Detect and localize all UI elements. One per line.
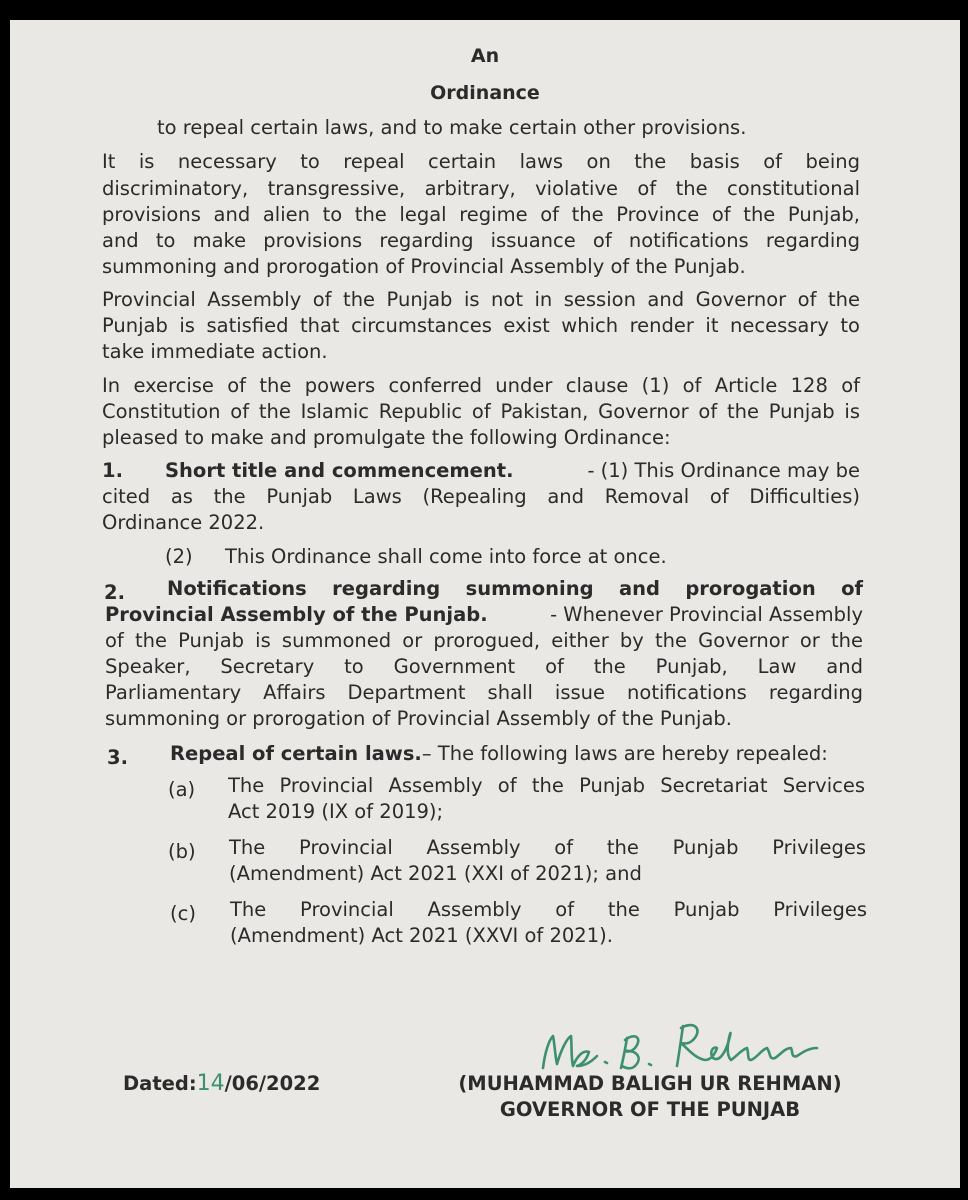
preamble2-line-3: take immediate action.	[102, 340, 328, 363]
preamble3-line-1: In exercise of the powers conferred under clause (1) of Article 128 of	[102, 374, 860, 397]
item-c-line-2: (Amendment) Act 2021 (XXVI of 2021).	[230, 924, 613, 947]
ordinance-document	[10, 20, 960, 1188]
section1-line-1-rest: - (1) This Ordinance may be	[587, 459, 860, 482]
section1-sub2-text: This Ordinance shall come into force at once.	[225, 545, 667, 568]
section2-number: 2.	[104, 581, 125, 604]
signature	[535, 1010, 825, 1080]
heading-ordinance: Ordinance	[430, 82, 540, 104]
preamble1-line-2: discriminatory, transgressive, arbitrary, violative of the constitutional	[102, 177, 860, 200]
section3-heading-line	[170, 742, 828, 766]
section3-heading: Repeal of certain laws.	[170, 742, 422, 765]
section2-line-4: Speaker, Secretary to Government of the Punjab, Law and	[105, 655, 863, 678]
dated-rest: /06/2022	[224, 1072, 321, 1095]
section3-heading-rest: – The following laws are hereby repealed:	[421, 742, 828, 765]
section1-line-1	[165, 459, 860, 483]
item-b-line-2: (Amendment) Act 2021 (XXI of 2021); and	[229, 862, 642, 885]
item-c-label: (c)	[170, 902, 196, 925]
preamble1-line-4: and to make provisions regarding issuance of notifications regarding	[102, 229, 860, 252]
item-a-line-1: The Provincial Assembly of the Punjab Secretariat Services	[228, 774, 865, 797]
section1-number: 1.	[102, 459, 123, 482]
section1-line-2: cited as the Punjab Laws (Repealing and Removal of Difficulties)	[102, 485, 860, 508]
item-a-line-2: Act 2019 (IX of 2019);	[228, 800, 444, 823]
dated-day-handwritten: 14	[196, 1071, 225, 1096]
section2-line-3: of the Punjab is summoned or prorogued, either by the Governor or the	[105, 629, 863, 652]
section2-line-6: summoning or prorogation of Provincial Assembly of the Punjab.	[105, 707, 732, 730]
preamble3-line-3: pleased to make and promulgate the following Ordinance:	[102, 426, 671, 449]
section2-line-5: Parliamentary Affairs Department shall issue notifications regarding	[105, 681, 863, 704]
signatory-name: (MUHAMMAD BALIGH UR REHMAN)	[458, 1072, 842, 1095]
preamble2-line-1: Provincial Assembly of the Punjab is not in session and Governor of the	[102, 288, 860, 311]
preamble2-line-2: Punjab is satisfied that circumstances exist which render it necessary to	[102, 314, 860, 337]
preamble1-line-3: provisions and alien to the legal regime of the Province of the Punjab,	[102, 203, 860, 226]
preamble3-line-2: Constitution of the Islamic Republic of Pakistan, Governor of the Punjab is	[102, 400, 860, 423]
section2-heading-line-2: Provincial Assembly of the Punjab.	[105, 603, 488, 626]
dated-label: Dated:	[123, 1072, 197, 1095]
heading-an: An	[470, 45, 500, 67]
signatory-title: GOVERNOR OF THE PUNJAB	[499, 1098, 801, 1121]
item-b-label: (b)	[168, 840, 196, 863]
item-b-line-1: The Provincial Assembly of the Punjab Privileges	[229, 836, 866, 859]
section2-heading-line-1: Notifications regarding summoning and prorogation of	[167, 577, 863, 600]
preamble1-line-5: summoning and prorogation of Provincial Assembly of the Punjab.	[102, 255, 746, 278]
section2-line-2	[105, 603, 863, 627]
section1-line-3: Ordinance 2022.	[102, 511, 265, 534]
dated-line	[123, 1072, 320, 1096]
section2-line-2-rest: - Whenever Provincial Assembly	[550, 603, 863, 626]
section1-sub2-number: (2)	[165, 545, 193, 568]
section3-number: 3.	[107, 746, 128, 769]
preamble1-line-1: It is necessary to repeal certain laws on the basis of being	[102, 150, 860, 173]
subtitle: to repeal certain laws, and to make certain other provisions.	[157, 116, 747, 139]
section1-heading: Short title and commencement.	[165, 459, 514, 482]
document-page	[10, 20, 960, 1188]
item-a-label: (a)	[168, 778, 196, 801]
item-c-line-1: The Provincial Assembly of the Punjab Privileges	[230, 898, 867, 921]
